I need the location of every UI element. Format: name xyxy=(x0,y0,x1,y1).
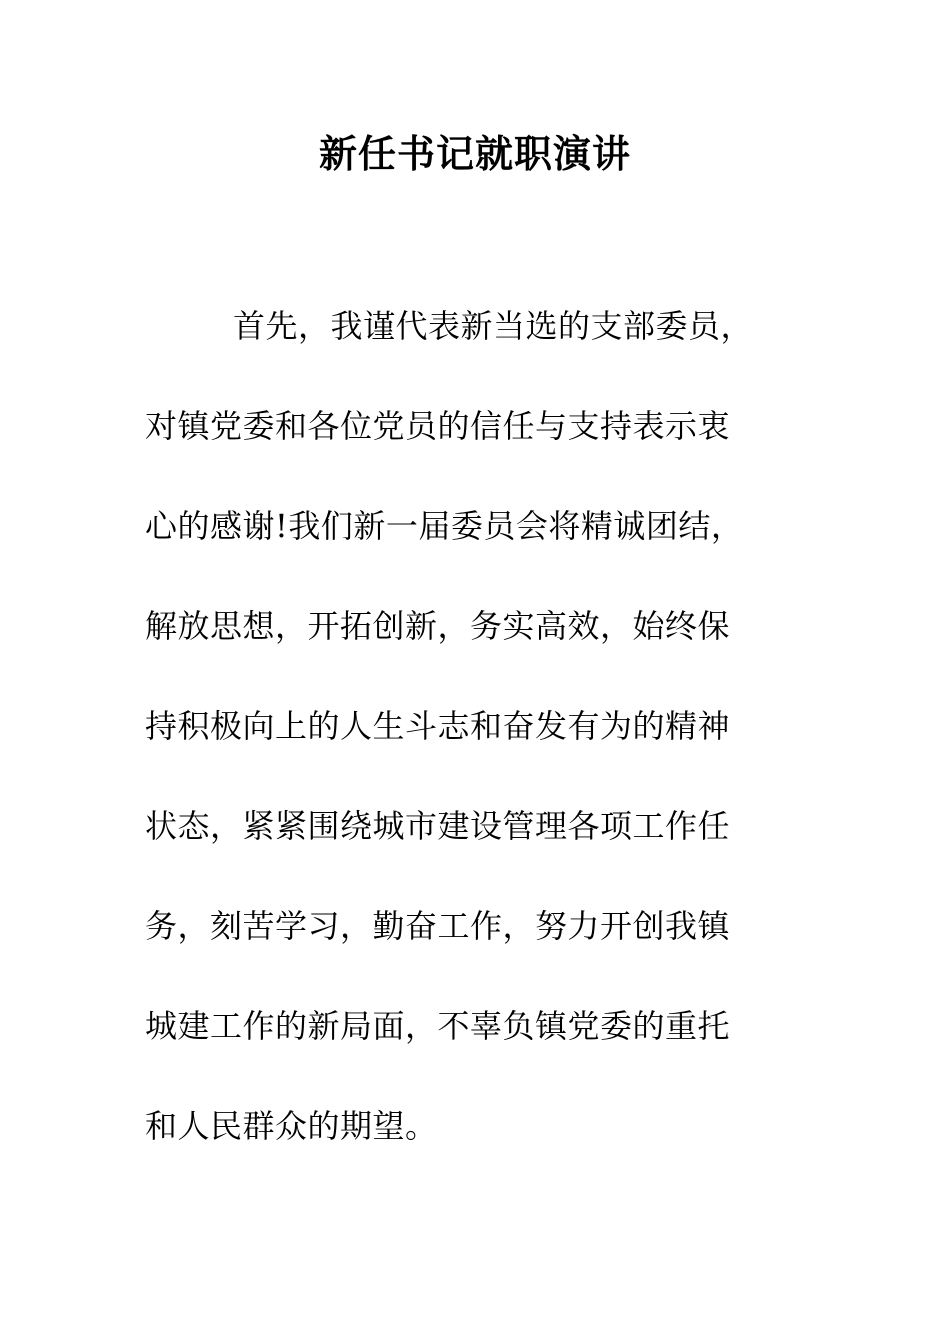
document-body xyxy=(145,300,785,1200)
body-line: 城建工作的新局面，不辜负镇党委的重托 xyxy=(145,1007,731,1045)
body-line: 首先，我谨代表新当选的支部委员， xyxy=(233,307,754,345)
document-title: 新任书记就职演讲 xyxy=(318,131,631,176)
body-line: 状态，紧紧围绕城市建设管理各项工作任 xyxy=(145,807,731,845)
body-line: 务，刻苦学习，勤奋工作，努力开创我镇 xyxy=(145,907,731,945)
body-line: 心的感谢!我们新一届委员会将精诚团结， xyxy=(145,507,744,545)
body-line: 解放思想，开拓创新，务实高效，始终保 xyxy=(145,607,731,645)
body-line: 持积极向上的人生斗志和奋发有为的精神 xyxy=(145,707,731,745)
body-line: 对镇党委和各位党员的信任与支持表示衷 xyxy=(145,407,731,445)
body-line: 和人民群众的期望。 xyxy=(145,1107,438,1145)
